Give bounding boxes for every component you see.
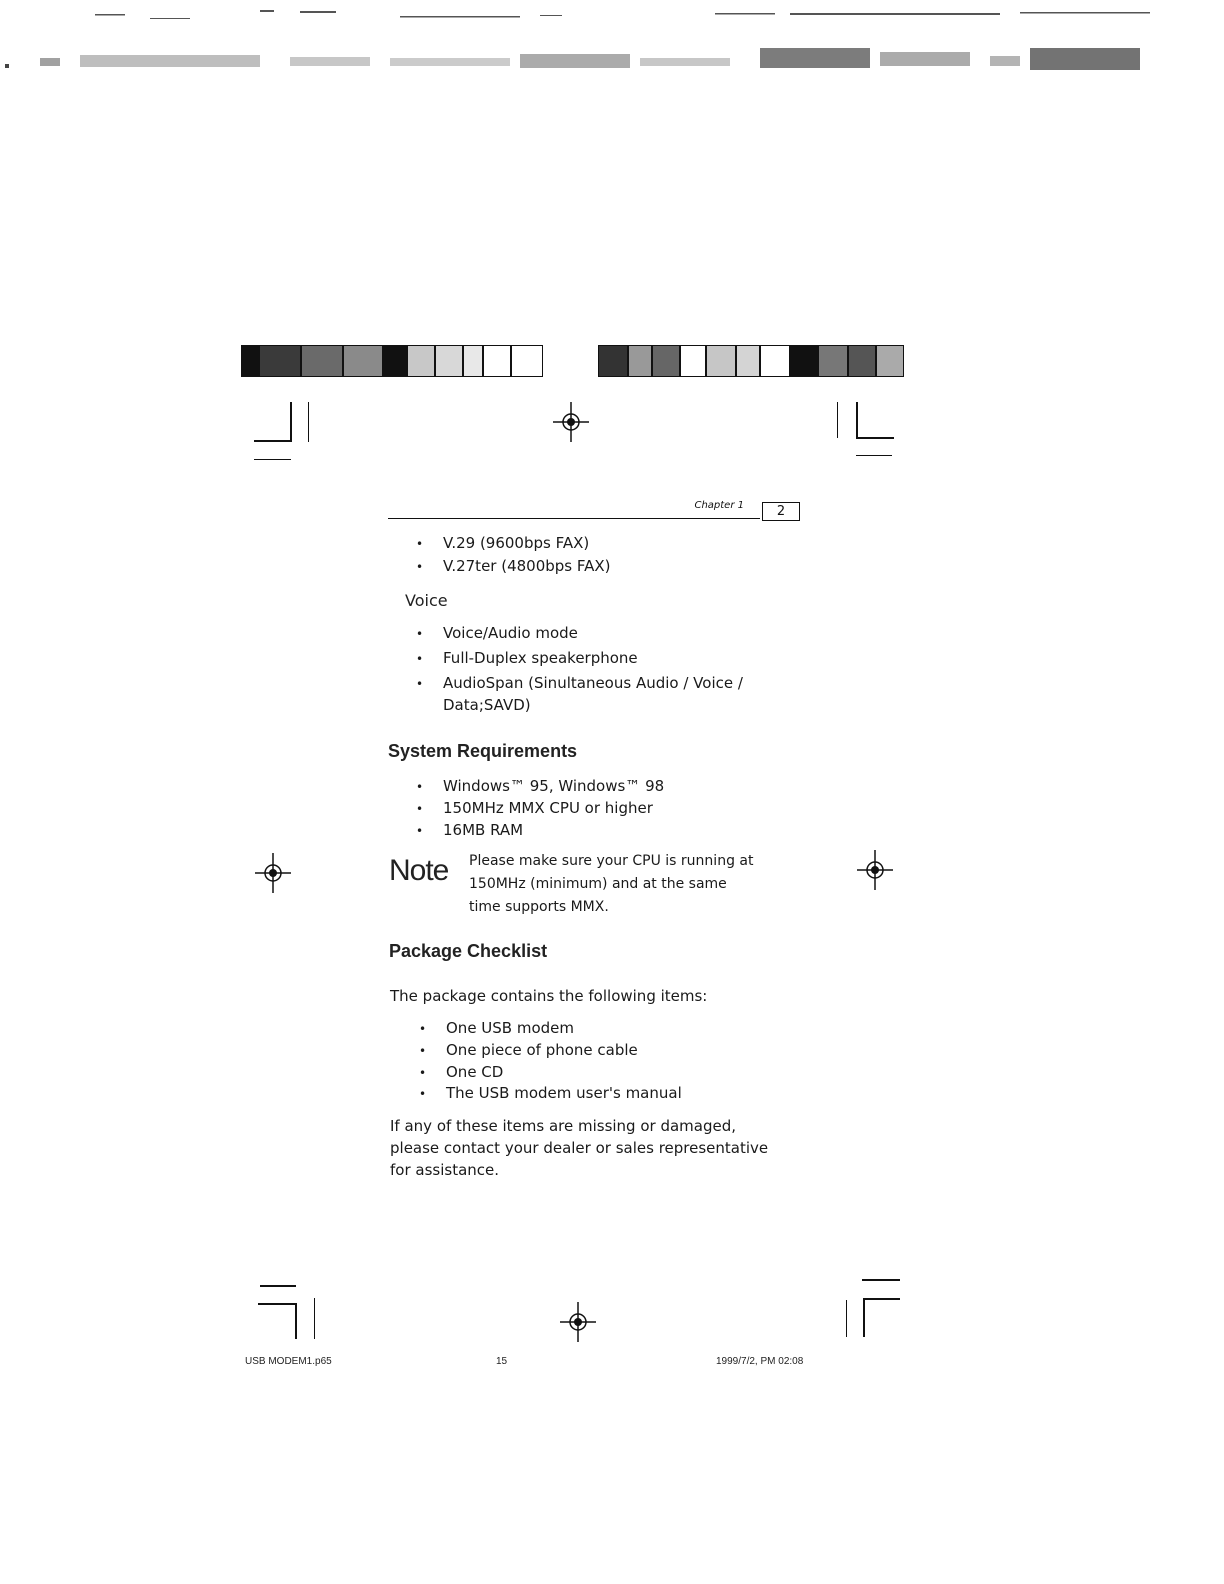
list-item: • The USB modem user's manual <box>446 1084 682 1102</box>
crop-mark-top-left <box>254 459 291 460</box>
crop-mark-top-right <box>856 455 892 456</box>
list-item: • One CD <box>446 1063 503 1081</box>
footer-page-number: 15 <box>496 1356 508 1367</box>
list-item-continuation: Data;SAVD) <box>443 696 531 714</box>
crop-mark-top-right <box>856 402 858 438</box>
crop-mark-top-left <box>308 402 309 442</box>
crop-mark-bottom-right <box>846 1300 847 1337</box>
chapter-label: Chapter 1 <box>694 500 744 511</box>
list-item: • V.27ter (4800bps FAX) <box>443 557 611 575</box>
registration-mark-right <box>857 850 893 890</box>
package-intro: The package contains the following items: <box>390 987 708 1005</box>
registration-mark-left <box>255 853 291 893</box>
voice-heading: Voice <box>405 591 448 610</box>
list-item: • V.29 (9600bps FAX) <box>443 534 589 552</box>
list-item: • Voice/Audio mode <box>443 624 578 642</box>
list-item: • 150MHz MMX CPU or higher <box>443 799 653 817</box>
crop-mark-top-right <box>856 437 894 439</box>
crop-mark-bottom-left <box>258 1303 296 1305</box>
package-checklist-heading: Package Checklist <box>389 941 548 961</box>
system-requirements-heading: System Requirements <box>388 741 578 761</box>
package-outro-line: for assistance. <box>390 1161 500 1179</box>
footer-filename: USB MODEM1.p65 <box>245 1356 332 1367</box>
registration-mark-top <box>553 402 589 442</box>
crop-mark-bottom-right <box>863 1299 865 1337</box>
note-text-line: 150MHz (minimum) and at the same <box>469 876 727 892</box>
crop-mark-top-left <box>290 402 292 442</box>
scan-noise-top <box>0 0 1224 100</box>
note-text-line: Please make sure your CPU is running at <box>469 853 754 869</box>
list-item: • 16MB RAM <box>443 821 523 839</box>
crop-mark-bottom-left <box>295 1303 297 1339</box>
note-label: Note <box>389 854 449 887</box>
chapter-header <box>388 498 800 522</box>
registration-mark-bottom <box>560 1302 596 1342</box>
calibration-bar-right <box>598 345 904 377</box>
list-item: • One piece of phone cable <box>446 1041 638 1059</box>
list-item: • AudioSpan (Sinultaneous Audio / Voice / <box>443 674 743 692</box>
crop-mark-top-right <box>837 402 838 438</box>
calibration-bar-left <box>241 345 543 377</box>
list-item: • Windows™ 95, Windows™ 98 <box>443 777 664 795</box>
footer-timestamp: 1999/7/2, PM 02:08 <box>716 1356 804 1367</box>
crop-mark-bottom-left <box>260 1285 296 1287</box>
chapter-rule <box>388 518 760 519</box>
crop-mark-bottom-right <box>862 1279 900 1281</box>
list-item: • One USB modem <box>446 1019 574 1037</box>
package-outro-line: please contact your dealer or sales representative <box>390 1139 769 1157</box>
crop-mark-top-left <box>254 440 291 442</box>
crop-mark-bottom-left <box>314 1298 315 1339</box>
list-item: • Full-Duplex speakerphone <box>443 649 638 667</box>
chapter-page-box: 2 <box>762 502 800 521</box>
note-text-line: time supports MMX. <box>469 899 609 915</box>
package-outro-line: If any of these items are missing or damaged, <box>390 1117 737 1135</box>
crop-mark-bottom-right <box>863 1298 900 1300</box>
